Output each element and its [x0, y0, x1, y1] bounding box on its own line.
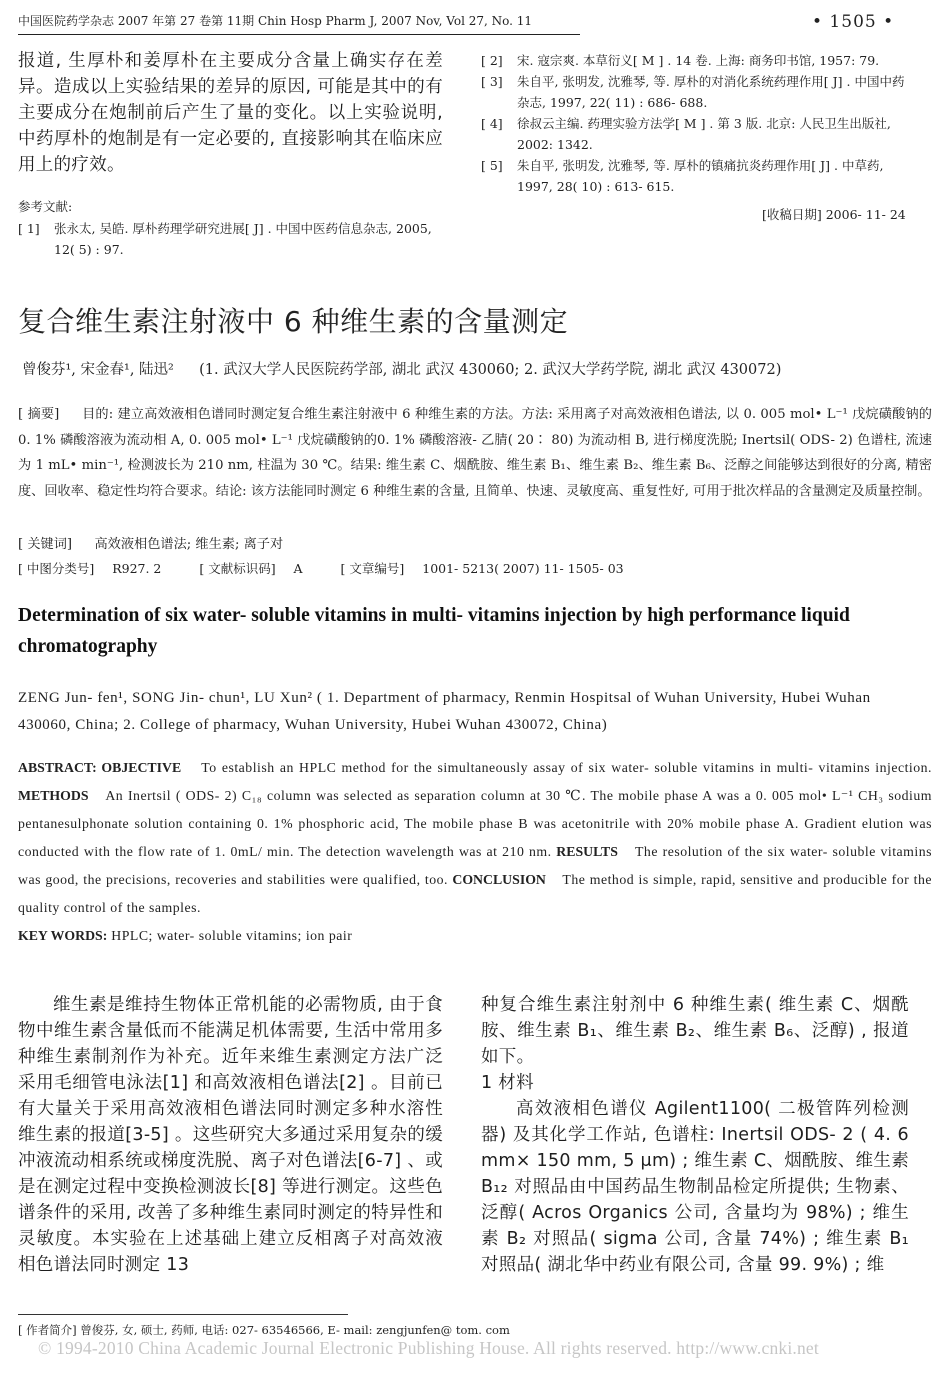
article-title-cn: 复合维生素注射液中 6 种维生素的含量测定 [18, 305, 569, 338]
abstract-en-results: The resolution of the six water- soluble vitamins was good, the precisions, recoveries and stabilities were qualified, too. [18, 844, 933, 887]
abstract-en [18, 754, 932, 950]
reference-number: [ 5] [481, 158, 503, 173]
journal-header: 中国医院药学杂志 2007 年第 27 卷第 11期 Chin Hosp Pharm J, 2007 Nov, Vol 27, No. 11 [18, 14, 533, 28]
article-title-en: Determination of six water- soluble vitamins in multi- vitamins injection by high performance liquid chromatography [18, 605, 850, 657]
reference-item [18, 218, 443, 260]
keywords-cn-line [18, 532, 932, 558]
keywords-en: HPLC; water- soluble vitamins; ion pair [111, 928, 353, 943]
abstract-en-objective: To establish an HPLC method for the simultaneously assay of six water- soluble vitamins in multi- vitamins injection. [201, 760, 932, 775]
authors-en-line [18, 685, 928, 739]
abstract-en-methods: An Inertsil ( ODS- 2) C₁₈ column was selected as separation column at 30 ℃. The mobile phase A was a 0. 005 mol• L⁻¹ CH₃ sodium pentanesulphonate solution containing 0. 1% phosphoric acid, The mobile phase B was acetonitrile with 20% mobile phase A. Gradient elution was conducted with the flow rate of 1. 0mL/ min. The detection wavelength was at 210 nm. [18, 788, 932, 859]
body-intro-left: 维生素是维持生物体正常机能的必需物质, 由于食物中维生素含量低而不能满足机体需要, 生活中常用多种维生素制剂作为补充。近年来维生素测定方法广泛采用毛细管电泳法[1] 和高效液相色谱法[2] 。目前已有大量关于采用高效液相色谱法同时测定多种水溶性维生素的报道[3-5] 。这些研究大多通过采用复杂的缓冲液流动相系统或梯度洗脱、离子对色谱法[6-7] 、或是在测定过程中变换检测波长[8] 等进行测定。这些色谱条件的采用, 改善了多种维生素同时测定的特异性和灵敏度。本实验在上述基础上建立反相离子对高效液相色谱法同时测定 13 [18, 995, 443, 1275]
reference-text: 朱自平, 张明发, 沈雅琴, 等. 厚朴的对消化系统药理作用[ J] . 中国中药杂志, 1997, 22( 11) : 686- 688. [517, 74, 905, 110]
author-footnote: [ 作者简介] 曾俊芬, 女, 硕士, 药师, 电话: 027- 63546566, E- mail: zengjunfen@ tom. com [18, 1323, 510, 1337]
abstract-cn-text: 目的: 建立高效液相色谱同时测定复合维生素注射液中 6 种维生素的方法。方法: 采用离子对高效液相色谱法, 以 0. 005 mol• L⁻¹ 戊烷磺酸钠的0. 1% 磷酸溶液为流动相 A, 0. 005 mol• L⁻¹ 戊烷磺酸钠的0. 1% 磷酸溶液- 乙腈( 20∶ 80) 为流动相 B, 进行梯度洗脱; Inertsil( ODS- 2) 色谱柱, 流速为 1 mL• min⁻¹, 检测波长为 210 nm, 柱温为 30 ℃。结果: 维生素 C、烟酰胺、维生素 B₁、维生素 B₂、维生素 B₆、泛醇之间能够达到很好的分离, 精密度、回收率、稳定性均符合要求。结论: 该方法能同时测定 6 种维生素的含量, 且简单、快速、灵敏度高、重复性好, 可用于批次样品的含量测定及质量控制。 [18, 407, 932, 499]
header-rule [18, 34, 580, 35]
footnote-rule [18, 1314, 348, 1315]
authors-cn-line [22, 358, 781, 379]
reference-number: [ 2] [481, 53, 503, 68]
abstract-en-label: ABSTRACT: OBJECTIVE [18, 760, 182, 775]
reference-text: 徐叔云主编. 药理实验方法学[ M ] . 第 3 版. 北京: 人民卫生出版社, 2002: 1342. [517, 116, 891, 152]
ref-list-right [481, 50, 909, 197]
reference-item [481, 155, 909, 197]
abstract-label: [ 摘要] [18, 407, 60, 422]
abstract-en-conclusion: The method is simple, rapid, sensitive and producible for the quality control of the samples. [18, 872, 932, 915]
reference-number: [ 4] [481, 116, 503, 131]
authors-cn: 曾俊芬¹, 宋金春¹, 陆迅² [22, 362, 174, 378]
reference-text: 张永太, 吴皓. 厚朴药理学研究进展[ J] . 中国中医药信息杂志, 2005, 12( 5) : 97. [54, 221, 432, 257]
reference-number: [ 3] [481, 74, 503, 89]
ref-list-left [18, 218, 443, 260]
keywords-en-label: KEY WORDS: [18, 928, 108, 943]
reference-item [481, 113, 909, 155]
reference-number: [ 1] [18, 221, 40, 236]
class-label: [ 中图分类号] [18, 561, 95, 576]
doc-label: [ 文献标识码] [199, 561, 276, 576]
authors-en: ZENG Jun- fen¹, SONG Jin- chun¹, LU Xun² [18, 690, 313, 706]
refs-label: 参考文献: [18, 199, 73, 214]
prev-article-text: 报道, 生厚朴和姜厚朴在主要成分含量上确实存在差异。造成以上实验结果的差异的原因, 可能是其中的有主要成分在炮制前后产生了量的变化。以上实验说明, 中药厚朴的炮制是有一定必要的, 直接影响其在临床应用上的疗效。 [18, 51, 443, 175]
affiliation-en: ( 1. Department of pharmacy, Renmin Hospitsal of Wuhan University, Hubei Wuhan 430060, China; 2. College of pharmacy, Wuhan University, Hubei Wuhan 430072, China) [18, 690, 871, 733]
id-value: 1001- 5213( 2007) 11- 1505- 03 [422, 561, 624, 576]
body-intro-right: 种复合维生素注射剂中 6 种维生素( 维生素 C、烟酰胺、维生素 B₁、维生素 B₂、维生素 B₆、泛醇) , 报道如下。 [481, 995, 909, 1067]
keywords-cn: 高效液相色谱法; 维生素; 离子对 [94, 537, 284, 552]
received-date: [收稿日期] 2006- 11- 24 [762, 207, 906, 222]
body-right-column [481, 992, 909, 1278]
reference-item [481, 50, 909, 71]
page-number: • 1505 • [812, 12, 895, 32]
methods-label: METHODS [18, 788, 89, 803]
class-value: R927. 2 [112, 561, 162, 576]
reference-item [481, 71, 909, 113]
conclusion-label: CONCLUSION [452, 872, 546, 887]
section-heading-materials: 1 材料 [481, 1073, 534, 1093]
abstract-cn [18, 402, 932, 504]
affiliation-cn: (1. 武汉大学人民医院药学部, 湖北 武汉 430060; 2. 武汉大学药学院, 湖北 武汉 430072) [199, 362, 782, 378]
classification-line [18, 556, 932, 582]
keywords-label: [ 关键词] [18, 537, 73, 552]
id-label: [ 文章编号] [340, 561, 405, 576]
materials-paragraph: 高效液相色谱仪 Agilent1100( 二极管阵列检测器) 及其化学工作站, 色谱柱: Inertsil ODS- 2 ( 4. 6 mm× 150 mm, 5 μm) ; 维生素 C、烟酰胺、维生素 B₁₂ 对照品由中国药品生物制品检定所提供; 生物素、泛醇( Acros Organics 公司, 含量均为 98%) ; 维生素 B₂ 对照品( sigma 公司, 含量 74%) ; 维生素 B₁ 对照品( 湖北华中药业有限公司, 含量 99. 9%) ; 维 [481, 1099, 909, 1275]
doc-value: A [293, 561, 303, 576]
reference-text: 朱自平, 张明发, 沈雅琴, 等. 厚朴的镇痛抗炎药理作用[ J] . 中草药, 1997, 28( 10) : 613- 615. [517, 158, 884, 194]
reference-text: 宋. 寇宗爽. 本草衍义[ M ] . 14 卷. 上海: 商务印书馆, 1957: 79. [517, 53, 880, 68]
copyright-watermark: © 1994-2010 China Academic Journal Electronic Publishing House. All rights reserved. http://www.cnki.net [38, 1338, 819, 1358]
results-label: RESULTS [556, 844, 618, 859]
